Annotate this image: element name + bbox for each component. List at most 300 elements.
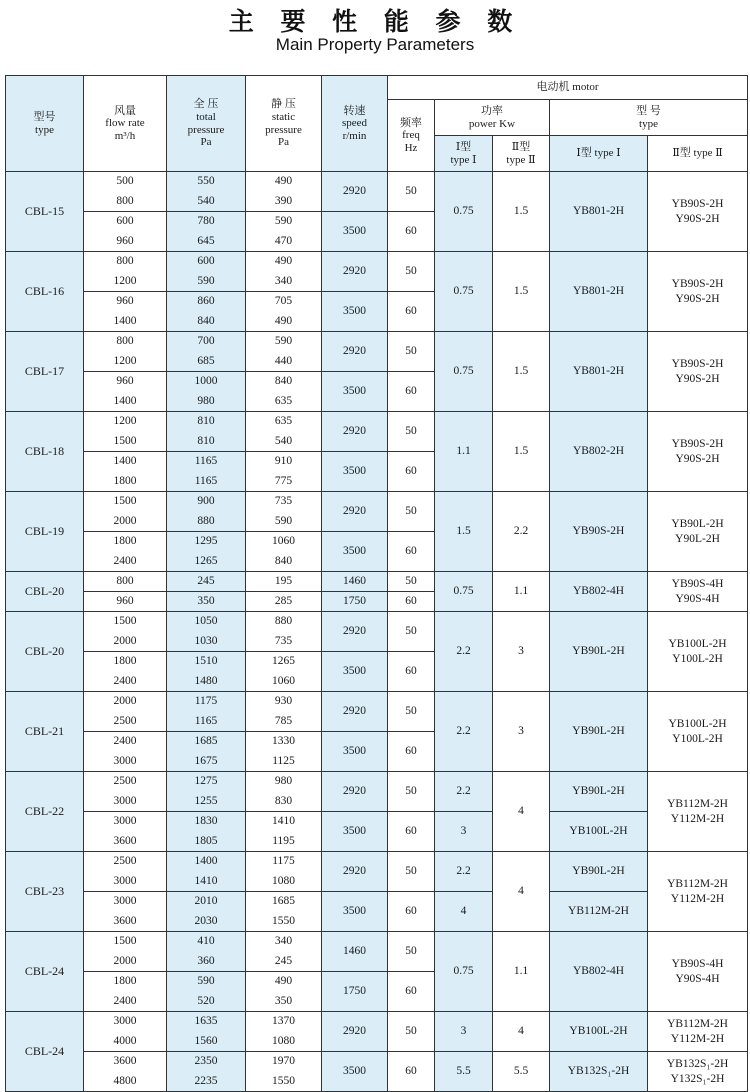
motor-type2-value: Y100L-2H	[672, 652, 723, 665]
static-pressure-cell-value: 490	[274, 175, 293, 187]
speed-cell: 3500	[322, 892, 388, 932]
model-cell: CBL-20	[6, 612, 84, 692]
flow-cell-value: 2400	[113, 674, 137, 687]
flow-cell	[84, 612, 167, 652]
freq-cell: 60	[388, 532, 435, 572]
power-type1-cell: 5.5	[435, 1052, 493, 1092]
table-row	[6, 1012, 748, 1052]
flow-cell-value: 1400	[113, 455, 137, 467]
motor-type1-cell: YB90L-2H	[550, 692, 648, 772]
flow-cell	[84, 852, 167, 892]
static-pressure-cell	[246, 732, 322, 772]
speed-cell: 1460	[322, 572, 388, 592]
static-pressure-cell	[246, 412, 322, 452]
speed-cell: 2920	[322, 252, 388, 292]
static-pressure-cell-values	[246, 972, 321, 1011]
static-pressure-cell-value: 830	[274, 794, 293, 807]
table-row	[6, 812, 748, 852]
flow-cell-value: 2500	[113, 855, 137, 867]
speed-cell: 3500	[322, 732, 388, 772]
total-pressure-cell-values	[167, 972, 245, 1011]
motor-type2-value: Y90S-4H	[675, 972, 720, 985]
static-pressure-cell	[246, 252, 322, 292]
total-pressure-cell-value: 550	[197, 175, 215, 187]
power-type1-cell: 0.75	[435, 172, 493, 252]
flow-cell-value: 1400	[113, 314, 137, 327]
static-pressure-cell-value: 1410	[272, 815, 295, 827]
flow-cell-value: 500	[116, 175, 134, 187]
power-type1-cell: 1.5	[435, 492, 493, 572]
flow-cell-values	[84, 572, 166, 591]
speed-cell: 1750	[322, 592, 388, 612]
static-pressure-cell-value: 1125	[272, 754, 295, 767]
speed-cell: 3500	[322, 212, 388, 252]
flow-cell-value: 1200	[113, 274, 137, 287]
motor-type2-value: YB100L-2H	[668, 717, 727, 730]
power-type1-cell: 1.1	[435, 412, 493, 492]
total-pressure-cell	[167, 932, 246, 972]
motor-type2-value: YB90S-2H	[671, 437, 724, 450]
speed-cell: 2920	[322, 1012, 388, 1052]
flow-cell-value: 4800	[113, 1074, 137, 1087]
header-power-type2: Ⅱ型 type Ⅱ	[493, 136, 550, 172]
flow-cell-value: 1800	[113, 474, 137, 487]
header-motor-type1: Ⅰ型 type Ⅰ	[550, 136, 648, 172]
static-pressure-cell-value: 930	[274, 695, 293, 707]
total-pressure-cell	[167, 592, 246, 612]
total-pressure-cell	[167, 812, 246, 852]
flow-cell	[84, 212, 167, 252]
motor-type2-value: Y90S-2H	[675, 292, 720, 305]
total-pressure-cell-value: 540	[197, 194, 215, 207]
static-pressure-cell-value: 910	[274, 455, 293, 467]
total-pressure-cell-value: 600	[197, 255, 215, 267]
static-pressure-cell-value: 590	[274, 215, 293, 227]
static-pressure-cell-value: 635	[274, 415, 293, 427]
static-pressure-cell	[246, 372, 322, 412]
motor-type1-cell: YB90L-2H	[550, 772, 648, 812]
freq-cell: 50	[388, 332, 435, 372]
total-pressure-cell-value: 2030	[194, 914, 218, 927]
motor-type2-value: Y132S₁-2H	[670, 1072, 725, 1085]
flow-cell-values	[84, 852, 166, 891]
speed-cell: 2920	[322, 772, 388, 812]
flow-cell-values	[84, 372, 166, 411]
motor-type2-cell	[648, 932, 748, 1012]
total-pressure-cell-value: 1400	[194, 855, 218, 867]
static-pressure-cell-values	[246, 692, 321, 731]
total-pressure-cell	[167, 652, 246, 692]
header-speed: 转速 speed r/min	[322, 76, 388, 172]
static-pressure-cell-values	[246, 172, 321, 211]
total-pressure-cell-value: 700	[197, 335, 215, 347]
speed-cell: 3500	[322, 372, 388, 412]
flow-cell-value: 3600	[113, 834, 137, 847]
motor-type2-value: YB90S-2H	[671, 357, 724, 370]
motor-type1-cell: YB802-4H	[550, 932, 648, 1012]
static-pressure-cell-value: 245	[274, 954, 293, 967]
total-pressure-cell-value: 1165	[194, 714, 218, 727]
flow-cell-value: 2400	[113, 554, 137, 567]
flow-cell-value: 3600	[113, 1055, 137, 1067]
total-pressure-cell-values	[167, 372, 245, 411]
static-pressure-cell	[246, 692, 322, 732]
static-pressure-cell-values	[246, 812, 321, 851]
total-pressure-cell	[167, 332, 246, 372]
table-body	[6, 172, 748, 1092]
total-pressure-cell-value: 810	[197, 434, 215, 447]
power-type1-cell: 4	[435, 892, 493, 932]
model-cell: CBL-16	[6, 252, 84, 332]
flow-cell-value: 2400	[113, 994, 137, 1007]
flow-cell-values	[84, 692, 166, 731]
motor-type1-cell: YB801-2H	[550, 332, 648, 412]
motor-type1-cell: YB100L-2H	[550, 1012, 648, 1052]
total-pressure-cell-value: 1410	[194, 874, 218, 887]
total-pressure-cell-value: 1480	[194, 674, 218, 687]
total-pressure-cell-values	[167, 692, 245, 731]
speed-cell: 1460	[322, 932, 388, 972]
total-pressure-cell-value: 1265	[194, 554, 218, 567]
total-pressure-cell-value: 1560	[194, 1034, 218, 1047]
static-pressure-cell	[246, 332, 322, 372]
motor-type2-value: Y112M-2H	[670, 892, 725, 905]
motor-type1-cell: YB802-2H	[550, 412, 648, 492]
motor-type2-cell	[648, 612, 748, 692]
total-pressure-cell-value: 590	[197, 975, 215, 987]
freq-cell: 60	[388, 372, 435, 412]
power-type1-cell: 0.75	[435, 572, 493, 612]
static-pressure-cell	[246, 492, 322, 532]
table-row	[6, 332, 748, 372]
static-pressure-cell-values	[246, 332, 321, 371]
flow-cell-value: 2000	[113, 954, 137, 967]
total-pressure-cell	[167, 1052, 246, 1092]
static-pressure-cell-value: 1685	[272, 895, 295, 907]
flow-cell-value: 2500	[113, 775, 137, 787]
motor-type1-cell: YB801-2H	[550, 252, 648, 332]
freq-cell: 50	[388, 492, 435, 532]
flow-cell-values	[84, 492, 166, 531]
static-pressure-cell-values	[246, 852, 321, 891]
header-total-pressure: 全 压 total pressure Pa	[167, 76, 246, 172]
freq-cell: 50	[388, 772, 435, 812]
static-pressure-cell	[246, 652, 322, 692]
flow-cell	[84, 252, 167, 292]
speed-cell: 2920	[322, 692, 388, 732]
static-pressure-cell	[246, 592, 322, 612]
flow-cell-value: 2000	[113, 634, 137, 647]
total-pressure-cell-values	[167, 172, 245, 211]
static-pressure-cell-values	[246, 292, 321, 331]
total-pressure-cell-value: 410	[197, 935, 215, 947]
total-pressure-cell	[167, 892, 246, 932]
motor-type2-value: Y90S-2H	[675, 452, 720, 465]
total-pressure-cell-values	[167, 652, 245, 691]
total-pressure-cell-value: 1030	[194, 634, 218, 647]
power-type2-cell: 4	[493, 1012, 550, 1052]
total-pressure-cell-value: 685	[197, 354, 215, 367]
total-pressure-cell-value: 245	[197, 575, 215, 587]
power-type1-cell: 0.75	[435, 332, 493, 412]
static-pressure-cell	[246, 972, 322, 1012]
total-pressure-cell-value: 1635	[194, 1015, 218, 1027]
motor-type2-cell	[648, 1012, 748, 1052]
flow-cell-value: 2500	[113, 714, 137, 727]
flow-cell	[84, 652, 167, 692]
flow-cell-value: 3000	[113, 874, 137, 887]
flow-cell	[84, 812, 167, 852]
static-pressure-cell-value: 195	[274, 575, 293, 587]
total-pressure-cell	[167, 572, 246, 592]
static-pressure-cell-values	[246, 892, 321, 931]
freq-cell: 50	[388, 172, 435, 212]
total-pressure-cell-values	[167, 812, 245, 851]
model-cell: CBL-18	[6, 412, 84, 492]
flow-cell-value: 2000	[113, 695, 137, 707]
static-pressure-cell	[246, 932, 322, 972]
flow-cell-value: 1200	[113, 415, 137, 427]
power-type2-cell: 4	[493, 772, 550, 852]
motor-type1-cell: YB90L-2H	[550, 612, 648, 692]
total-pressure-cell-value: 1510	[194, 655, 218, 667]
power-type1-cell: 2.2	[435, 612, 493, 692]
table-row	[6, 572, 748, 592]
flow-cell-values	[84, 292, 166, 331]
table-row	[6, 412, 748, 452]
total-pressure-cell-value: 980	[197, 394, 215, 407]
power-type1-cell: 2.2	[435, 692, 493, 772]
flow-cell-value: 600	[116, 215, 134, 227]
table-header	[6, 76, 748, 172]
motor-type2-value: YB90L-2H	[671, 517, 724, 530]
total-pressure-cell-value: 1165	[194, 474, 218, 487]
static-pressure-cell	[246, 572, 322, 592]
static-pressure-cell-value: 1195	[272, 834, 295, 847]
flow-cell	[84, 532, 167, 572]
motor-type2-value: YB90S-2H	[671, 277, 724, 290]
model-cell: CBL-24	[6, 932, 84, 1012]
motor-type1-cell: YB802-4H	[550, 572, 648, 612]
flow-cell-values	[84, 1052, 166, 1091]
speed-cell: 1750	[322, 972, 388, 1012]
total-pressure-cell-value: 590	[197, 274, 215, 287]
total-pressure-cell-value: 645	[197, 234, 215, 247]
static-pressure-cell-values	[246, 1012, 321, 1051]
total-pressure-cell-value: 1255	[194, 794, 218, 807]
power-type2-cell: 3	[493, 692, 550, 772]
power-type2-cell: 1.1	[493, 572, 550, 612]
power-type1-cell: 0.75	[435, 932, 493, 1012]
header-motor-type: 型 号 type	[550, 100, 748, 136]
total-pressure-cell	[167, 252, 246, 292]
table-row	[6, 172, 748, 212]
freq-cell: 60	[388, 972, 435, 1012]
static-pressure-cell-values	[246, 412, 321, 451]
flow-cell	[84, 1052, 167, 1092]
static-pressure-cell-value: 785	[274, 714, 293, 727]
static-pressure-cell-value: 1265	[272, 655, 295, 667]
total-pressure-cell-value: 1675	[194, 754, 218, 767]
freq-cell: 60	[388, 892, 435, 932]
freq-cell: 60	[388, 732, 435, 772]
power-type2-cell: 1.5	[493, 332, 550, 412]
flow-cell-value: 3600	[113, 914, 137, 927]
flow-cell-values	[84, 772, 166, 811]
total-pressure-cell-value: 1805	[194, 834, 218, 847]
static-pressure-cell-value: 490	[274, 314, 293, 327]
total-pressure-cell	[167, 692, 246, 732]
total-pressure-cell-values	[167, 492, 245, 531]
table-row	[6, 252, 748, 292]
power-type2-cell: 1.5	[493, 172, 550, 252]
static-pressure-cell-value: 1080	[272, 1034, 295, 1047]
flow-cell-value: 4000	[113, 1034, 137, 1047]
flow-cell-value: 1800	[113, 535, 137, 547]
freq-cell: 60	[388, 812, 435, 852]
static-pressure-cell-value: 340	[274, 274, 293, 287]
static-pressure-cell-values	[246, 652, 321, 691]
static-pressure-cell	[246, 812, 322, 852]
table-row	[6, 852, 748, 892]
freq-cell: 50	[388, 692, 435, 732]
flow-cell-value: 960	[116, 595, 134, 607]
static-pressure-cell-value: 1060	[272, 674, 295, 687]
flow-cell	[84, 492, 167, 532]
total-pressure-cell-value: 1175	[194, 695, 218, 707]
flow-cell	[84, 572, 167, 592]
model-cell: CBL-15	[6, 172, 84, 252]
static-pressure-cell-value: 470	[274, 234, 293, 247]
total-pressure-cell-values	[167, 412, 245, 451]
speed-cell: 2920	[322, 492, 388, 532]
flow-cell-value: 2000	[113, 514, 137, 527]
power-type2-cell: 3	[493, 612, 550, 692]
flow-cell	[84, 1012, 167, 1052]
static-pressure-cell	[246, 772, 322, 812]
motor-type2-cell	[648, 692, 748, 772]
flow-cell-values	[84, 592, 166, 611]
flow-cell-values	[84, 212, 166, 251]
total-pressure-cell-values	[167, 732, 245, 771]
static-pressure-cell-value: 635	[274, 394, 293, 407]
flow-cell-values	[84, 532, 166, 571]
total-pressure-cell-value: 880	[197, 514, 215, 527]
total-pressure-cell-values	[167, 892, 245, 931]
static-pressure-cell-value: 1080	[272, 874, 295, 887]
total-pressure-cell	[167, 172, 246, 212]
static-pressure-cell-value: 1970	[272, 1055, 295, 1067]
total-pressure-cell-value: 2350	[194, 1055, 218, 1067]
total-pressure-cell-value: 840	[197, 314, 215, 327]
total-pressure-cell	[167, 732, 246, 772]
total-pressure-cell-value: 1165	[194, 455, 218, 467]
flow-cell-value: 3000	[113, 754, 137, 767]
total-pressure-cell	[167, 452, 246, 492]
motor-type2-cell	[648, 412, 748, 492]
table-row	[6, 892, 748, 932]
flow-cell	[84, 932, 167, 972]
total-pressure-cell	[167, 492, 246, 532]
motor-type2-value: Y90S-4H	[675, 592, 720, 605]
flow-cell	[84, 292, 167, 332]
total-pressure-cell-value: 1050	[194, 615, 218, 627]
static-pressure-cell-value: 705	[274, 295, 293, 307]
total-pressure-cell-values	[167, 332, 245, 371]
header-freq: 频率 freq Hz	[388, 100, 435, 172]
table-row	[6, 932, 748, 972]
header-static-pressure: 静 压 static pressure Pa	[246, 76, 322, 172]
power-type1-cell: 3	[435, 1012, 493, 1052]
static-pressure-cell	[246, 532, 322, 572]
freq-cell: 50	[388, 252, 435, 292]
model-cell: CBL-17	[6, 332, 84, 412]
flow-cell-values	[84, 972, 166, 1011]
total-pressure-cell-value: 2010	[194, 895, 218, 907]
speed-cell: 3500	[322, 1052, 388, 1092]
total-pressure-cell-value: 780	[197, 215, 215, 227]
motor-type2-value: YB112M-2H	[667, 877, 728, 890]
total-pressure-cell-values	[167, 1012, 245, 1051]
header-flow: 风量 flow rate m³/h	[84, 76, 167, 172]
model-cell: CBL-22	[6, 772, 84, 852]
static-pressure-cell-value: 490	[274, 255, 293, 267]
static-pressure-cell	[246, 1052, 322, 1092]
total-pressure-cell	[167, 612, 246, 652]
flow-cell-values	[84, 612, 166, 651]
motor-type2-cell	[648, 252, 748, 332]
flow-cell-value: 800	[116, 335, 134, 347]
static-pressure-cell-value: 1550	[272, 1074, 295, 1087]
freq-cell: 50	[388, 1012, 435, 1052]
freq-cell: 60	[388, 592, 435, 612]
speed-cell: 2920	[322, 412, 388, 452]
flow-cell-values	[84, 452, 166, 491]
static-pressure-cell-values	[246, 492, 321, 531]
motor-type1-cell: YB801-2H	[550, 172, 648, 252]
total-pressure-cell-value: 360	[197, 954, 215, 967]
total-pressure-cell	[167, 412, 246, 452]
total-pressure-cell-value: 1685	[194, 735, 218, 747]
motor-type2-cell	[648, 572, 748, 612]
flow-cell-value: 3000	[113, 794, 137, 807]
total-pressure-cell-value: 1000	[194, 375, 218, 387]
flow-cell-value: 1400	[113, 394, 137, 407]
flow-cell	[84, 332, 167, 372]
static-pressure-cell-value: 490	[274, 975, 293, 987]
static-pressure-cell-value: 880	[274, 615, 293, 627]
motor-type2-value: YB90S-4H	[671, 957, 724, 970]
flow-cell-value: 2400	[113, 735, 137, 747]
page-title-cn: 主 要 性 能 参 数	[228, 7, 522, 36]
flow-cell-values	[84, 332, 166, 371]
motor-type2-value: Y90S-2H	[675, 372, 720, 385]
power-type2-cell: 1.5	[493, 252, 550, 332]
total-pressure-cell-value: 520	[197, 994, 215, 1007]
total-pressure-cell	[167, 852, 246, 892]
flow-cell	[84, 412, 167, 452]
total-pressure-cell-values	[167, 592, 245, 611]
freq-cell: 50	[388, 412, 435, 452]
flow-cell	[84, 972, 167, 1012]
flow-cell-value: 3000	[113, 1015, 137, 1027]
model-cell: CBL-20	[6, 572, 84, 612]
motor-type2-cell	[648, 1052, 748, 1092]
motor-type2-value: Y112M-2H	[670, 1032, 725, 1045]
total-pressure-cell-values	[167, 932, 245, 971]
flow-cell-value: 1500	[113, 935, 137, 947]
static-pressure-cell	[246, 292, 322, 332]
